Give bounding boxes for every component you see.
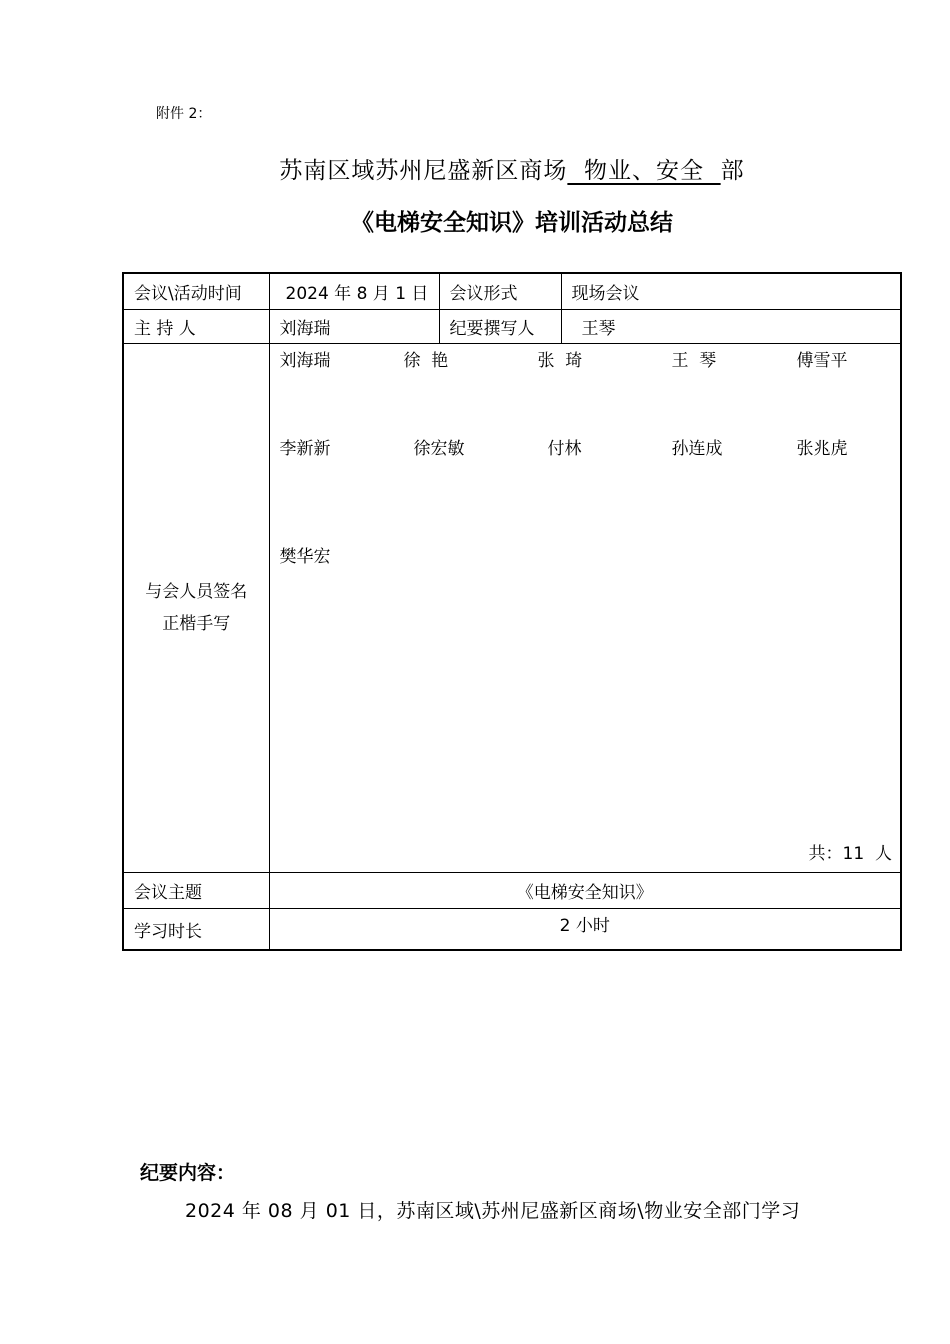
attendee-name: 孙连成 — [671, 439, 723, 459]
form-value: 现场会议 — [561, 273, 901, 310]
attendee-count: 共：11 人 — [808, 844, 892, 864]
writer-value: 王琴 — [561, 310, 901, 344]
attendees-signatures — [269, 344, 901, 873]
attendee-name: 王 琴 — [671, 351, 717, 371]
attendee-name: 徐宏敏 — [413, 439, 465, 459]
form-label: 会议形式 — [439, 273, 561, 310]
topic-label: 会议主题 — [123, 873, 269, 909]
attendee-name: 李新新 — [279, 439, 331, 459]
attendee-name: 傅雪平 — [796, 351, 848, 371]
topic-value: 《电梯安全知识》 — [269, 873, 901, 909]
time-label: 会议\活动时间 — [123, 273, 269, 310]
summary-text: 2024 年 08 月 01 日，苏南区域\苏州尼盛新区商场\物业安全部门学习 — [185, 1200, 801, 1222]
meeting-table — [122, 272, 902, 951]
document-subtitle: 《电梯安全知识》培训活动总结 — [351, 210, 673, 236]
duration-label: 学习时长 — [123, 909, 269, 951]
writer-label: 纪要撰写人 — [439, 310, 561, 344]
document-title — [0, 152, 950, 185]
attendee-name: 刘海瑞 — [279, 351, 331, 371]
title-prefix: 苏南区域苏州尼盛新区商场 — [279, 158, 568, 184]
attendees-label-line1: 与会人员签名 — [145, 582, 248, 602]
host-label: 主 持 人 — [123, 310, 269, 344]
attendee-name: 徐 艳 — [403, 351, 449, 371]
time-value: 2024 年 8 月 1 日 — [269, 273, 439, 310]
attendee-name: 张 琦 — [537, 351, 583, 371]
summary-heading: 纪要内容： — [140, 1162, 236, 1184]
attendee-name: 张兆虎 — [796, 439, 848, 459]
title-department: 物业、安全 — [567, 158, 721, 184]
attachment-label: 附件 2： — [156, 106, 212, 122]
attendee-name: 樊华宏 — [279, 547, 331, 567]
title-suffix: 部 — [720, 158, 745, 184]
host-value: 刘海瑞 — [269, 310, 439, 344]
attendee-name: 付林 — [547, 439, 582, 459]
duration-value: 2 小时 — [269, 909, 901, 951]
attendees-label — [123, 344, 269, 873]
attendees-label-line2: 正楷手写 — [162, 614, 231, 634]
